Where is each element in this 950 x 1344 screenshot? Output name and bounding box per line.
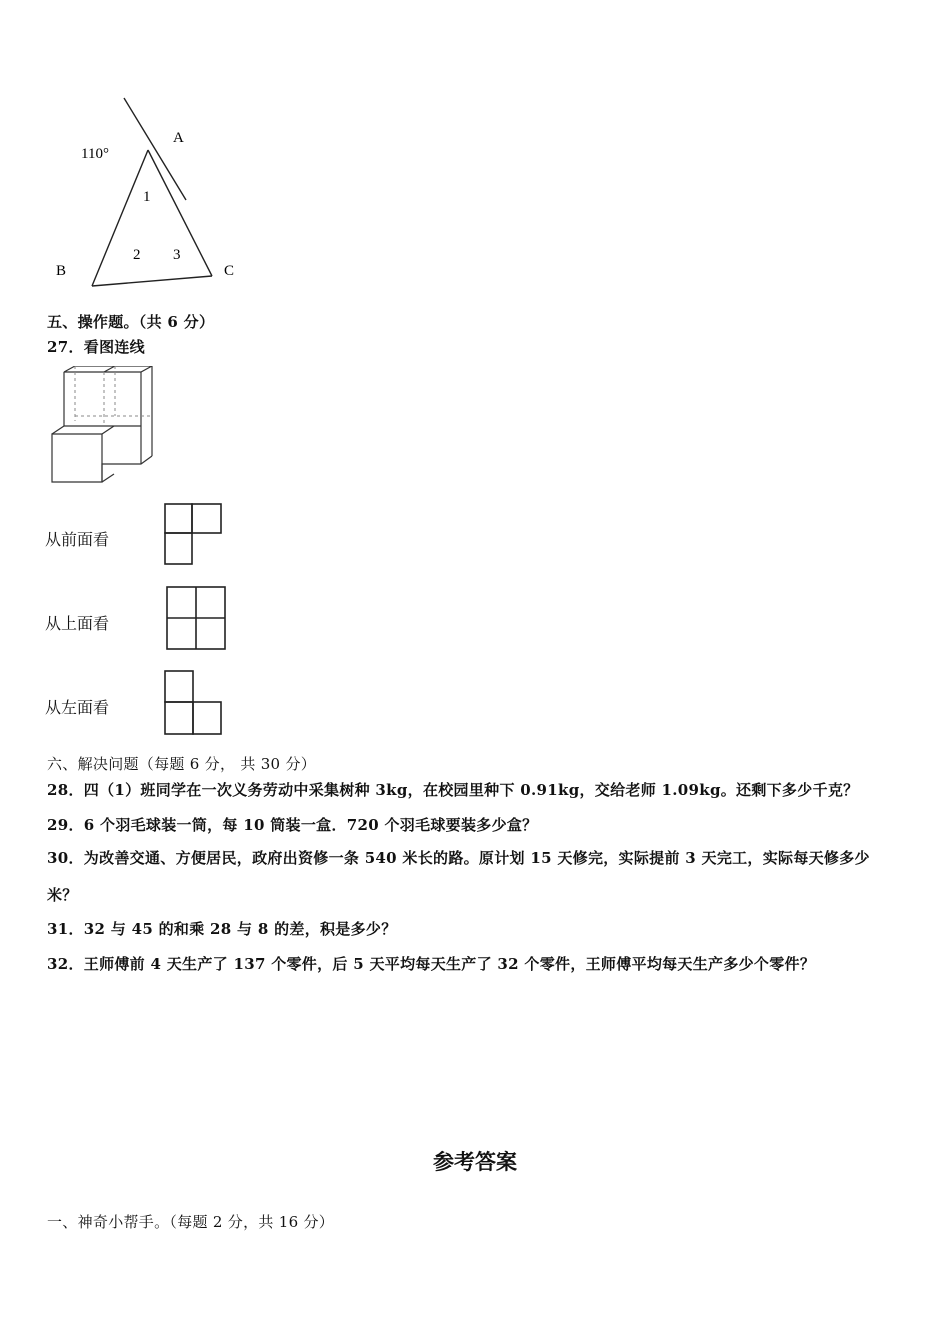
question-32: 32．王师傅前 4 天生产了 137 个零件，后 5 天平均每天生产了 32 个零件，王师傅平均每天生产多少个零件？ xyxy=(47,955,816,973)
vertex-a-label: A xyxy=(173,130,184,146)
question-27: 27．看图连线 xyxy=(47,338,145,356)
angle-3-label: 3 xyxy=(173,247,181,263)
vertex-c-label: C xyxy=(224,263,235,279)
angle-110-label: 110° xyxy=(81,146,109,162)
question-31: 31．32 与 45 的和乘 28 与 8 的差，积是多少？ xyxy=(47,920,397,938)
vertex-b-label: B xyxy=(56,263,67,279)
side-ab xyxy=(92,150,148,286)
cube-figure xyxy=(44,366,159,488)
answers-title: 参考答案 xyxy=(433,1149,517,1174)
question-30-cont: 米？ xyxy=(47,886,78,904)
top-view-figure xyxy=(165,585,229,651)
triangle-figure xyxy=(40,90,260,300)
angle-2-label: 2 xyxy=(133,247,141,263)
front-view-label: 从前面看 xyxy=(45,530,110,549)
left-view-figure xyxy=(163,669,225,737)
angle-1-label: 1 xyxy=(143,189,151,205)
top-view-label: 从上面看 xyxy=(45,614,110,633)
question-30: 30．为改善交通、方便居民，政府出资修一条 540 米长的路。原计划 15 天修完，实际提前 3 天完工，实际每天修多少 xyxy=(47,849,870,867)
question-29: 29．6 个羽毛球装一筒，每 10 筒装一盒．720 个羽毛球要装多少盒？ xyxy=(47,816,538,834)
section6-heading: 六、解决问题（每题 6 分， 共 30 分） xyxy=(47,755,317,773)
side-bc xyxy=(92,276,212,286)
section5-heading: 五、操作题。（共 6 分） xyxy=(47,313,215,331)
question-28: 28．四（1）班同学在一次义务劳动中采集树种 3kg，在校园里种下 0.91kg，交给老师 1.09kg。还剩下多少千克？ xyxy=(47,781,859,799)
answers-section1-heading: 一、神奇小帮手。（每题 2 分，共 16 分） xyxy=(47,1213,335,1231)
front-view-figure xyxy=(163,502,225,566)
left-view-label: 从左面看 xyxy=(45,698,110,717)
